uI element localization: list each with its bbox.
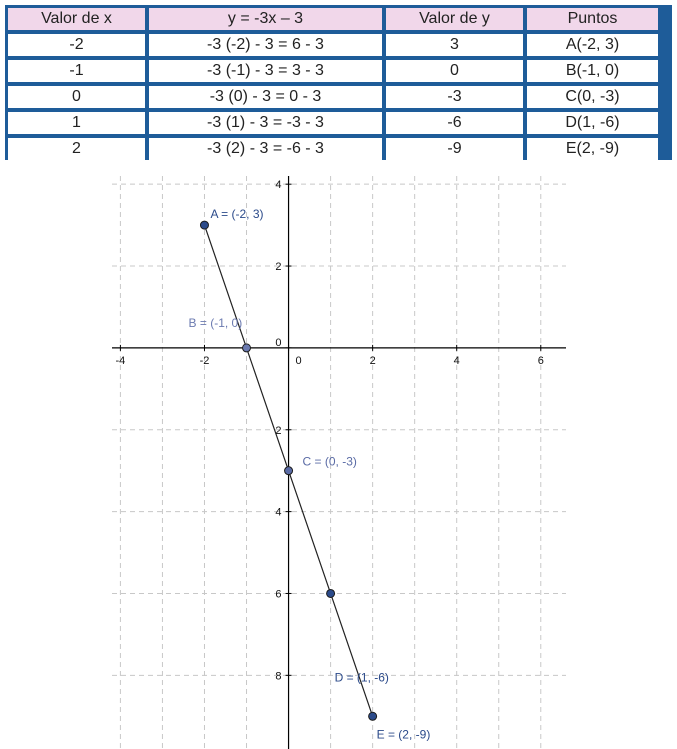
data-point <box>285 467 293 475</box>
point-label: D = (1, -6) <box>334 670 389 685</box>
header-y: Valor de y <box>386 8 523 30</box>
x-tick-label: 0 <box>295 354 302 367</box>
cell-y: -6 <box>386 112 523 134</box>
point-label: A = (-2, 3) <box>210 207 264 222</box>
y-tick-label: 2 <box>275 261 282 274</box>
table-row <box>8 138 658 160</box>
cell-y: -3 <box>386 86 523 108</box>
table-row <box>8 86 658 108</box>
table-row <box>8 34 658 56</box>
y-tick-label: 6 <box>275 588 282 601</box>
cell-x: 2 <box>8 138 145 160</box>
x-tick-label: -2 <box>199 354 210 367</box>
cell-equation: -3 (-2) - 3 = 6 - 3 <box>149 34 382 56</box>
data-point <box>369 712 377 720</box>
cell-equation: -3 (2) - 3 = -6 - 3 <box>149 138 382 160</box>
y-tick-label: 8 <box>275 670 282 683</box>
cell-x: -2 <box>8 34 145 56</box>
data-points <box>189 207 431 741</box>
cell-x: 0 <box>8 86 145 108</box>
x-tick-label: 6 <box>537 354 544 367</box>
point-label: E = (2, -9) <box>376 727 431 742</box>
values-table-frame <box>5 5 672 160</box>
table-header-row <box>8 8 658 30</box>
x-tick-label: 2 <box>369 354 376 367</box>
point-label: C = (0, -3) <box>302 454 357 469</box>
data-point <box>200 221 208 229</box>
cell-point: B(-1, 0) <box>527 60 658 82</box>
cell-point: A(-2, 3) <box>527 34 658 56</box>
cell-y: -9 <box>386 138 523 160</box>
header-x: Valor de x <box>8 8 145 30</box>
cell-equation: -3 (1) - 3 = -3 - 3 <box>149 112 382 134</box>
cell-x: -1 <box>8 60 145 82</box>
cell-point: E(2, -9) <box>527 138 658 160</box>
cell-x: 1 <box>8 112 145 134</box>
header-points: Puntos <box>527 8 658 30</box>
cell-equation: -3 (0) - 3 = 0 - 3 <box>149 86 382 108</box>
y-tick-label: 2 <box>275 424 282 437</box>
data-point <box>327 589 335 597</box>
cell-y: 3 <box>386 34 523 56</box>
table-row <box>8 60 658 82</box>
x-tick-label: -4 <box>115 354 126 367</box>
x-tick-label: 4 <box>453 354 460 367</box>
line-graph <box>0 170 677 749</box>
cell-point: D(1, -6) <box>527 112 658 134</box>
values-table <box>4 4 662 164</box>
y-tick-label: 0 <box>275 336 282 349</box>
cell-equation: -3 (-1) - 3 = 3 - 3 <box>149 60 382 82</box>
cell-y: 0 <box>386 60 523 82</box>
header-equation: y = -3x – 3 <box>149 8 382 30</box>
table-row <box>8 112 658 134</box>
y-tick-label: 4 <box>275 506 282 519</box>
data-point <box>243 344 251 352</box>
point-label: B = (-1, 0) <box>188 315 243 330</box>
y-tick-label: 4 <box>275 179 282 192</box>
cell-point: C(0, -3) <box>527 86 658 108</box>
